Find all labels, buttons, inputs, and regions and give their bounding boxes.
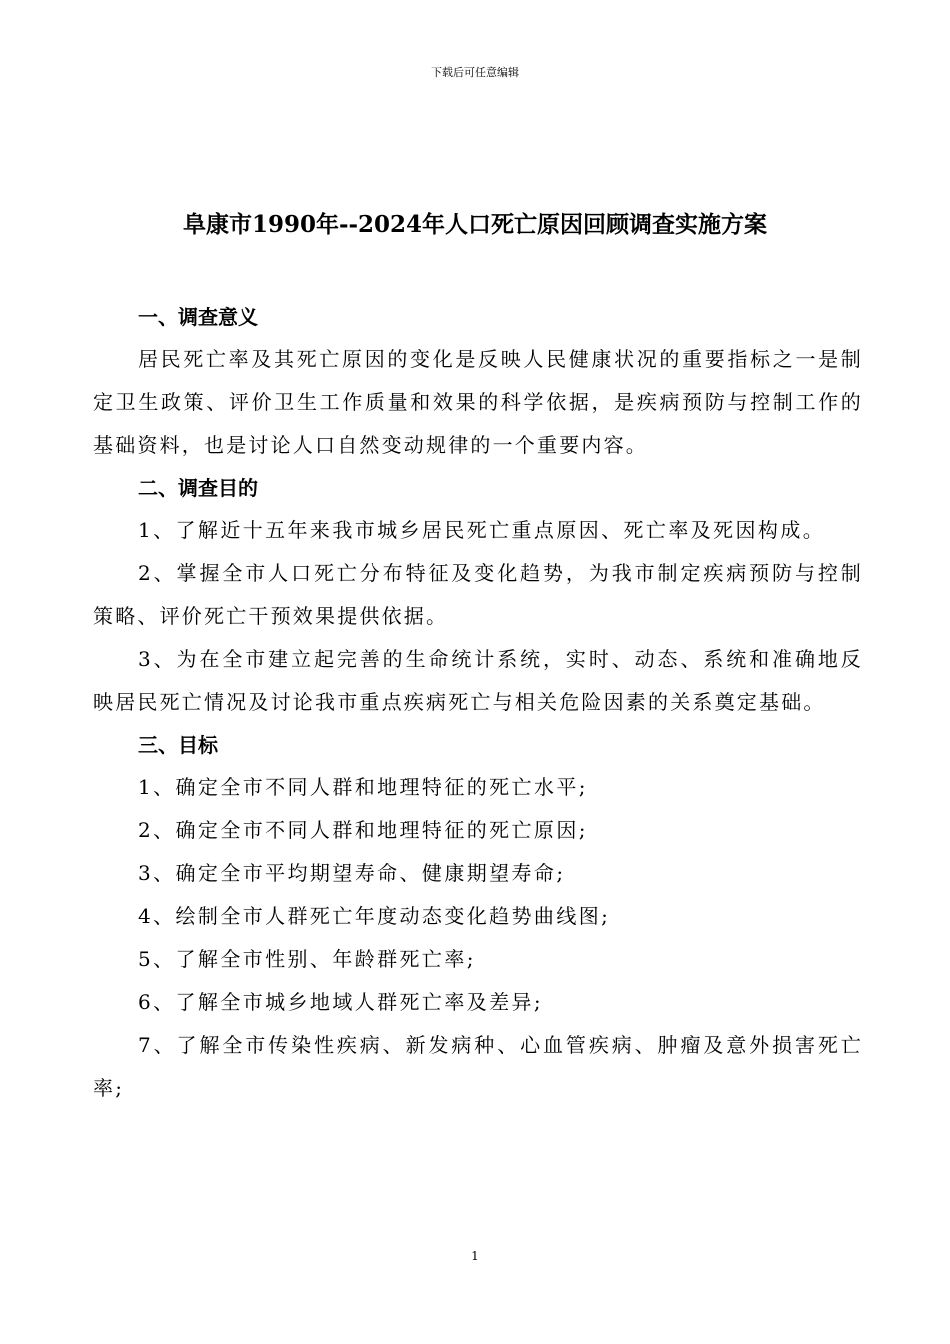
goal-item-1: 1、确定全市不同人群和地理特征的死亡水平; (138, 775, 588, 799)
goal-item-2: 2、确定全市不同人群和地理特征的死亡原因; (138, 818, 588, 842)
purpose-item-1: 1、了解近十五年来我市城乡居民死亡重点原因、死亡率及死因构成。 (138, 518, 826, 542)
document-title: 阜康市1990年--2024年人口死亡原因回顾调查实施方案 (182, 211, 768, 238)
section-heading-significance: 一、调查意义 (138, 305, 258, 329)
goal-item-3: 3、确定全市平均期望寿命、健康期望寿命; (138, 861, 566, 885)
section-heading-goals: 三、目标 (138, 733, 218, 757)
document-body (93, 296, 863, 1110)
purpose-item-3: 3、为在全市建立起完善的生命统计系统，实时、动态、系统和准确地反映居民死亡情况及讨论我市重点疾病死亡与相关危险因素的关系奠定基础。 (93, 647, 863, 714)
goal-item-4: 4、绘制全市人群死亡年度动态变化趋势曲线图; (138, 904, 611, 928)
goal-item-7: 7、了解全市传染性疾病、新发病种、心血管疾病、肿瘤及意外损害死亡率; (93, 1033, 863, 1100)
goal-item-6: 6、了解全市城乡地域人群死亡率及差异; (138, 990, 544, 1014)
page-number: 1 (471, 1249, 479, 1263)
goal-item-5: 5、了解全市性别、年龄群死亡率; (138, 947, 476, 971)
section-heading-purpose: 二、调查目的 (138, 476, 258, 500)
header-note: 下载后可任意编辑 (431, 66, 519, 79)
paragraph-significance: 居民死亡率及其死亡原因的变化是反映人民健康状况的重要指标之一是制定卫生政策、评价卫生工作质量和效果的科学依据，是疾病预防与控制工作的基础资料，也是讨论人口自然变动规律的一个重要内容。 (93, 347, 863, 457)
purpose-item-2: 2、掌握全市人口死亡分布特征及变化趋势，为我市制定疾病预防与控制策略、评价死亡干预效果提供依据。 (93, 561, 863, 628)
